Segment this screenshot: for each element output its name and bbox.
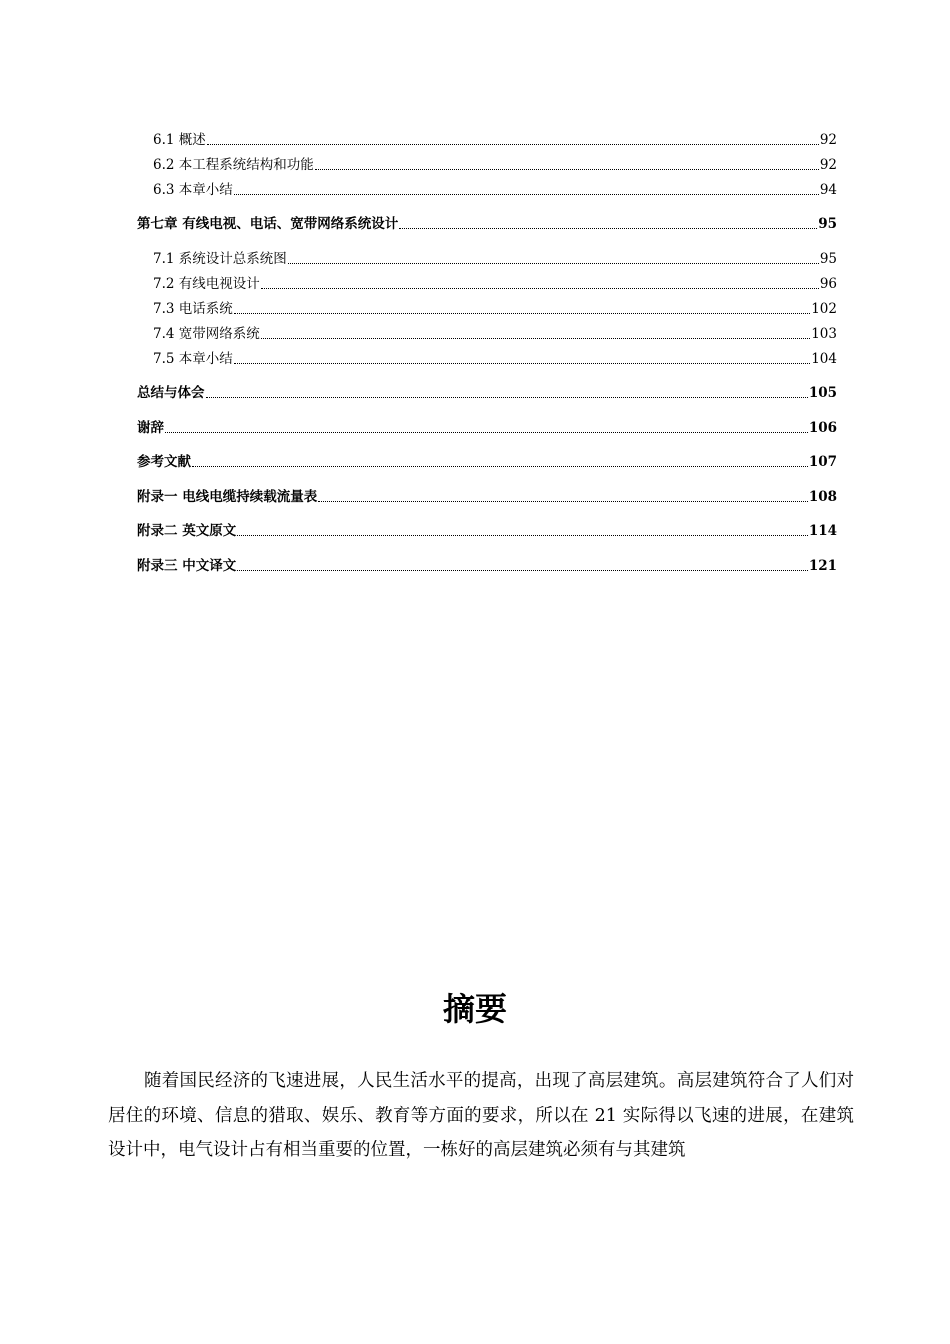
toc-entry-page: 94 [819, 182, 837, 198]
toc-entry-page: 107 [808, 454, 837, 470]
toc-leader-dots [315, 168, 819, 170]
toc-entry[interactable] [153, 153, 837, 173]
abstract-body: 随着国民经济的飞速进展，人民生活水平的提高，出现了高层建筑。高层建筑符合了人们对居住的环境、信息的猎取、娱乐、教育等方面的要求，所以在 21 实际得以飞速的进展，在建筑设计中，电气设计占有相当重要的位置，一栋好的高层建筑必须有与其建筑 [108, 1071, 854, 1160]
toc-entry-label: 第七章 有线电视、电话、宽带网络系统设计 [137, 216, 399, 232]
toc-leader-dots [237, 569, 808, 571]
toc-entry-label: 附录一 电线电缆持续载流量表 [137, 489, 318, 505]
toc-chapter-entry[interactable] [137, 554, 837, 574]
toc-entry-page: 95 [819, 251, 837, 267]
toc-entry[interactable] [153, 322, 837, 342]
toc-leader-dots [234, 193, 819, 195]
toc-leader-dots [207, 143, 819, 145]
toc-chapter-entry[interactable] [137, 450, 837, 470]
abstract-title: 摘要 [442, 990, 507, 1028]
toc-chapter-entry[interactable] [137, 212, 837, 232]
toc-entry-page: 108 [808, 489, 837, 505]
toc-entry-page: 96 [819, 276, 837, 292]
toc-leader-dots [261, 337, 810, 339]
toc-chapter-entry[interactable] [137, 381, 837, 401]
toc-chapter-entry[interactable] [137, 485, 837, 505]
toc-entry-label: 谢辞 [137, 420, 164, 436]
toc-leader-dots [234, 312, 810, 314]
toc-entry[interactable] [153, 178, 837, 198]
toc-entry-label: 7.3 电话系统 [153, 301, 233, 317]
toc-entry-page: 114 [808, 523, 837, 539]
toc-entry-label: 6.1 概述 [153, 132, 206, 148]
toc-entry-label: 7.2 有线电视设计 [153, 276, 260, 292]
toc-entry[interactable] [153, 247, 837, 267]
toc-entry-label: 总结与体会 [137, 385, 205, 401]
toc-entry-label: 附录二 英文原文 [137, 523, 237, 539]
toc-entry[interactable] [153, 297, 837, 317]
toc-leader-dots [399, 227, 817, 229]
toc-entry-page: 105 [808, 385, 837, 401]
toc-entry-page: 92 [819, 132, 837, 148]
toc-leader-dots [318, 500, 808, 502]
toc-entry-page: 102 [811, 301, 837, 317]
toc-leader-dots [288, 262, 819, 264]
toc-entry-label: 7.1 系统设计总系统图 [153, 251, 287, 267]
toc-entry-page: 95 [818, 216, 837, 232]
toc-entry-label: 6.2 本工程系统结构和功能 [153, 157, 314, 173]
toc-entry-page: 121 [808, 558, 837, 574]
toc-entry[interactable] [153, 347, 837, 367]
toc-entry-label: 附录三 中文译文 [137, 558, 237, 574]
toc-leader-dots [237, 534, 808, 536]
toc-entry[interactable] [153, 272, 837, 292]
toc-entry[interactable] [153, 128, 837, 148]
toc-chapter-entry[interactable] [137, 416, 837, 436]
toc-entry-page: 104 [811, 351, 837, 367]
toc-entry-label: 7.4 宽带网络系统 [153, 326, 260, 342]
toc-entry-label: 参考文献 [137, 454, 191, 470]
toc-leader-dots [234, 362, 810, 364]
toc-leader-dots [261, 287, 819, 289]
toc-entry-page: 103 [811, 326, 837, 342]
toc-leader-dots [192, 465, 808, 467]
toc-entry-page: 106 [808, 420, 837, 436]
toc-entry-page: 92 [819, 157, 837, 173]
toc-entry-label: 7.5 本章小结 [153, 351, 233, 367]
toc-leader-dots [206, 396, 808, 398]
toc-leader-dots [165, 431, 808, 433]
toc-chapter-entry[interactable] [137, 519, 837, 539]
toc-entry-label: 6.3 本章小结 [153, 182, 233, 198]
